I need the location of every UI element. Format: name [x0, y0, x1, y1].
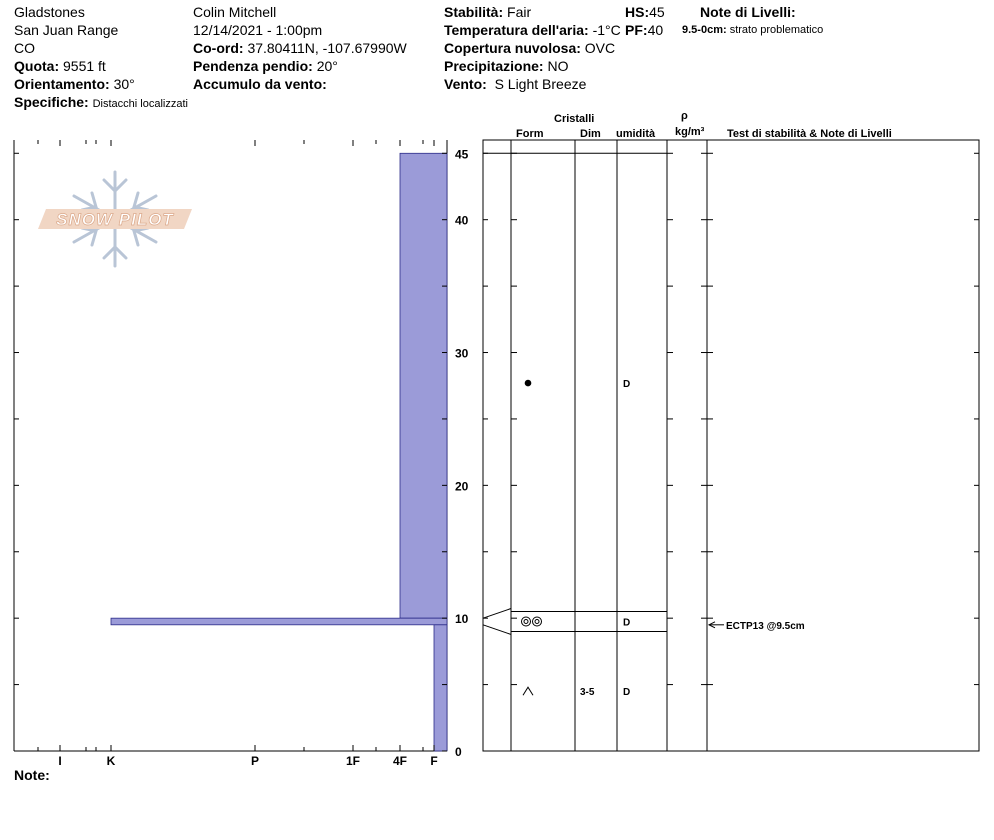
moisture-0: D [623, 379, 631, 391]
pf-label: PF: [625, 22, 648, 38]
hardness-tick-label-I: I [58, 754, 62, 768]
grain-form-depth-hoar-icon [523, 687, 533, 695]
hs-value: 45 [649, 4, 665, 20]
depth-tick-label-20: 20 [455, 479, 469, 494]
wind-label: Vento: [444, 76, 487, 92]
test-label-0: ECTP13 @9.5cm [726, 620, 805, 632]
wind-loading-label: Accumulo da vento: [193, 76, 327, 92]
coord-value: 37.80411N, -107.67990W [247, 40, 407, 56]
moisture-header: umidità [616, 128, 656, 140]
layer-connector-top [483, 609, 511, 619]
grain-form-rounded-icon [525, 380, 532, 387]
layer-notes-label: Note di Livelli: [700, 4, 796, 20]
slope-label: Pendenza pendio: [193, 58, 313, 74]
layer-note-depth: 9.5-0cm: [682, 24, 727, 36]
specifics-label: Specifiche: [14, 94, 89, 110]
density-unit-header: kg/m³ [675, 126, 705, 138]
location-name: Gladstones [14, 4, 85, 20]
grain-form-melt-icon [522, 617, 531, 626]
range-name: San Juan Range [14, 22, 119, 38]
hardness-bar-0 [400, 153, 447, 618]
aspect-value: 30° [113, 76, 135, 92]
snowpilot-logo [38, 172, 192, 266]
grain-size-2: 3-5 [580, 687, 595, 699]
depth-tick-label-10: 10 [455, 612, 469, 627]
hardness-tick-label-4F: 4F [392, 754, 408, 768]
elevation-label: Quota: [14, 58, 60, 74]
depth-tick-label-0: 0 [455, 745, 462, 759]
pf-value: 40 [647, 22, 664, 38]
precip-label: Precipitazione: [444, 58, 544, 74]
grain-form-melt-icon-2 [533, 617, 542, 626]
air-temp-label: Temperatura dell'aria: [444, 22, 589, 38]
depth-tick-label-30: 30 [455, 346, 469, 361]
layers-table-frame [483, 140, 979, 751]
wind-value: S Light Breeze [494, 76, 587, 92]
rho-header: ρ [681, 110, 688, 122]
logo-text: SNOW PILOT [56, 210, 174, 229]
precip-value: NO [547, 58, 569, 74]
hardness-tick-label-K: K [106, 754, 116, 768]
observation-datetime: 12/14/2021 - 1:00pm [193, 22, 323, 38]
hardness-bar-2 [434, 625, 447, 751]
moisture-1: D [623, 617, 631, 629]
elevation-value: 9551 ft [63, 58, 106, 74]
hardness-bar-1 [111, 618, 447, 625]
notes-label: Note: [14, 767, 50, 783]
layer-note-text: strato problematico [729, 24, 824, 36]
state-name: CO [14, 40, 35, 56]
tests-header: Test di stabilità & Note di Livelli [727, 128, 892, 140]
grain-form-melt-icon-inner [524, 619, 528, 623]
hardness-tick-label-P: P [250, 754, 260, 768]
hardness-tick-label-F: F [430, 754, 438, 768]
grain-form-melt-icon-2-inner [535, 619, 539, 623]
observer-name: Colin Mitchell [193, 4, 277, 20]
moisture-2: D [623, 687, 631, 699]
depth-tick-label-45: 45 [455, 147, 469, 162]
slope-value: 20° [316, 58, 338, 74]
size-header: Dim [580, 128, 601, 140]
depth-tick-label-40: 40 [455, 213, 469, 228]
specifics-value: Distacchi localizzati [92, 98, 188, 110]
stability-value: Fair [507, 4, 532, 20]
crystals-header: Cristalli [554, 113, 595, 125]
aspect-label: Orientamento: [14, 76, 110, 92]
hardness-tick-label-1F: 1F [345, 754, 361, 768]
hs-label: HS: [625, 4, 650, 20]
layer-connector-bottom [483, 625, 511, 635]
cloud-value: OVC [584, 40, 616, 56]
cloud-label: Copertura nuvolosa: [444, 40, 581, 56]
coord-label: Co-ord: [193, 40, 244, 56]
air-temp-value: -1°C [592, 22, 621, 38]
form-header: Form [516, 128, 544, 140]
stability-label: Stabilità: [444, 4, 504, 20]
